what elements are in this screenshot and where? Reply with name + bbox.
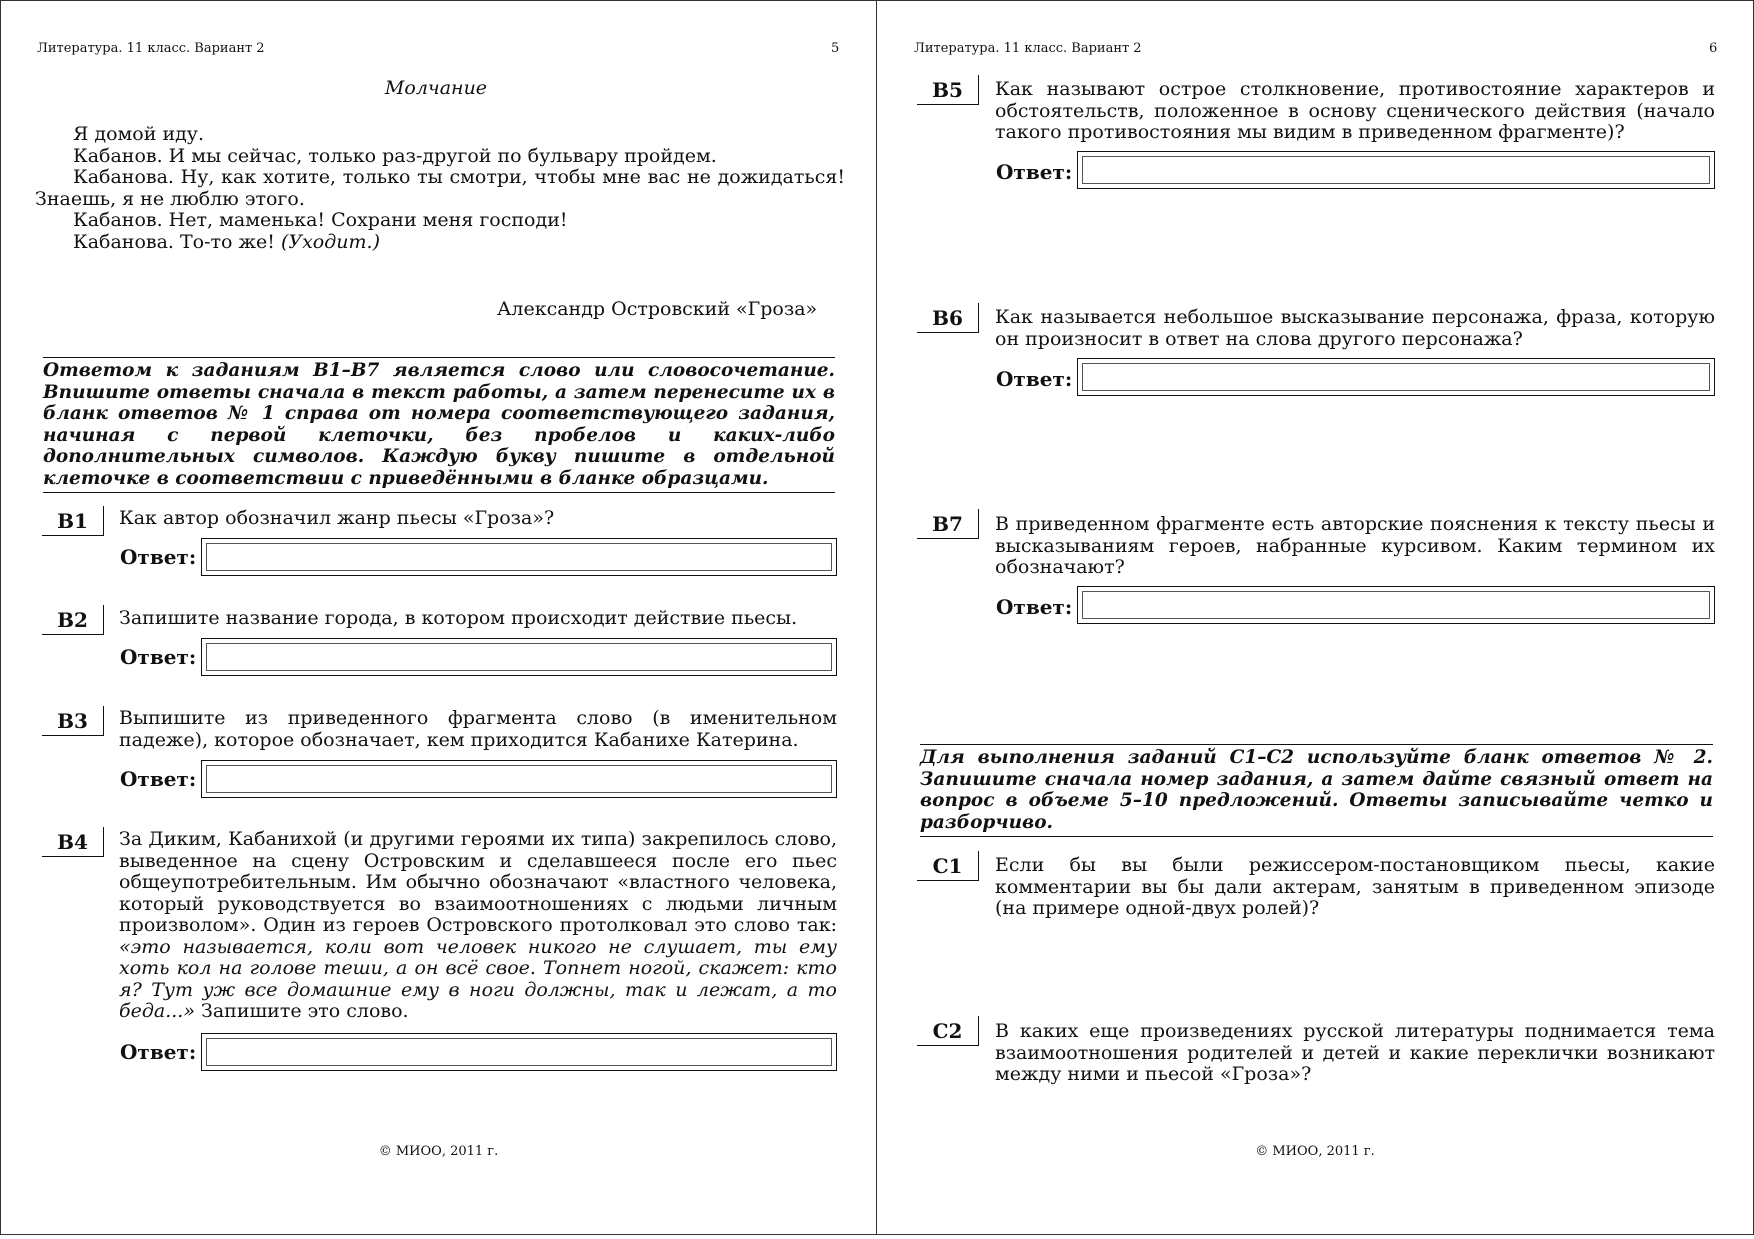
dialogue-block <box>35 124 845 253</box>
question-label: B7 <box>917 509 979 539</box>
answer-label: Ответ: <box>996 367 1073 391</box>
question-text: Как автор обозначил жанр пьесы «Гроза»? <box>119 507 555 529</box>
question-text: Как называется небольшое высказывание персонажа, фраза, которую он произносит в ответ на слова другого персонажа? <box>995 306 1715 350</box>
answer-label: Ответ: <box>996 160 1073 184</box>
page-header: Литература. 11 класс. Вариант 2 <box>37 41 265 56</box>
answer-field-b5[interactable] <box>1077 151 1715 189</box>
question-text: Если бы вы были режиссером-постановщиком пьесы, какие комментарии вы бы дали актерам, занятым в приведенном эпизоде (на примере одной-двух ролей)? <box>995 854 1715 919</box>
question-text: Выпишите из приведенного фрагмента слово (в именительном падеже), которое обозначает, кем приходится Кабанихе Катерина. <box>119 707 837 751</box>
question-label: B3 <box>42 706 104 736</box>
question-body: За Диким, Кабанихой (и другими героями их типа) закрепилось слово, выведенное на сцену Островским и сделавшееся после его пьес общеупотребительным. Им обычно обозначают «властного человека, который руководствуется во взаимоотношениях с людьми личным произволом». Один из героев Островского протолковал это слово так: <box>119 828 837 936</box>
dialogue-line: Кабанов. Нет, маменька! Сохрани меня господи! <box>73 209 568 231</box>
dialogue-line: Я домой иду. <box>73 123 205 145</box>
answer-label: Ответ: <box>120 645 197 669</box>
page-header: Литература. 11 класс. Вариант 2 <box>914 41 1142 56</box>
question-text: В приведенном фрагменте есть авторские пояснения к тексту пьесы и высказываниям героев, набранные курсивом. Каким термином их обозначают? <box>995 513 1715 578</box>
question-quote: «это называется, коли вот человек никого не слушает, ты ему хоть кол на голове теши, а он всё свое. Топнет ногой, скажет: кто я? Тут уж все домашние ему в ноги должны, так и лежат, а то беда...» <box>119 935 837 1022</box>
dialogue-line: Кабанова. Ну, как хотите, только ты смотри, чтобы мне вас не дожидаться! Знаешь, я не люблю этого. <box>35 166 845 210</box>
page-footer: © МИОО, 2011 г. <box>1255 1144 1375 1159</box>
answer-field-b1[interactable] <box>201 538 837 576</box>
answer-field-b2[interactable] <box>201 638 837 676</box>
instructions-block: Ответом к заданиям B1–B7 является слово или словосочетание. Впишите ответы сначала в текст работы, а затем перенесите их в бланк ответов № 1 справа от номера соответствующего задания, начиная с первой клеточки, без пробелов и каких-либо дополнительных символов. Каждую букву пишите в отдельной клеточке в соответствии с приведёнными в бланке образцами. <box>43 357 835 493</box>
question-text: Запишите название города, в котором происходит действие пьесы. <box>119 607 798 629</box>
question-label: B4 <box>42 827 104 857</box>
answer-field-b7[interactable] <box>1077 586 1715 624</box>
chapter-title: Молчание <box>384 77 488 99</box>
page-footer: © МИОО, 2011 г. <box>378 1144 499 1159</box>
dialogue-line <box>35 232 845 254</box>
answer-label: Ответ: <box>996 595 1073 619</box>
question-label: С2 <box>917 1016 979 1046</box>
dialogue-line: Кабанов. И мы сейчас, только раз-другой по бульвару пройдем. <box>73 144 717 167</box>
question-label: B1 <box>42 506 104 536</box>
dialogue-text: Кабанова. То-то же! <box>73 230 275 253</box>
right-page <box>876 0 1754 1235</box>
answer-label: Ответ: <box>120 767 197 791</box>
question-text <box>119 829 837 1023</box>
page-number: 6 <box>1709 41 1718 56</box>
answer-label: Ответ: <box>120 545 197 569</box>
answer-field-b6[interactable] <box>1077 358 1715 396</box>
question-text: В каких еще произведениях русской литературы поднимается тема взаимоотношения родителей и детей и какие переклички возникают между ними и пьесой «Гроза»? <box>995 1020 1715 1085</box>
stage-direction: (Уходит.) <box>280 230 380 253</box>
instructions-block: Для выполнения заданий С1–С2 используйте бланк ответов № 2. Запишите сначала номер задания, а затем дайте связный ответ на вопрос в объеме 5–10 предложений. Ответы записывайте четко и разборчиво. <box>920 744 1713 837</box>
attribution: Александр Островский «Гроза» <box>497 298 818 320</box>
question-tail: Запишите это слово. <box>201 1000 409 1022</box>
question-label: С1 <box>917 851 979 881</box>
question-label: B5 <box>917 75 979 105</box>
question-text: Как называют острое столкновение, противостояние характеров и обстоятельств, положенное в основу сценического действия (начало такого противостояния мы видим в приведенном фрагменте)? <box>995 78 1715 143</box>
question-label: B2 <box>42 605 104 635</box>
page-number: 5 <box>831 41 840 56</box>
answer-label: Ответ: <box>120 1040 197 1064</box>
answer-field-b4[interactable] <box>201 1033 837 1071</box>
question-label: B6 <box>917 303 979 333</box>
left-page <box>0 0 877 1235</box>
answer-field-b3[interactable] <box>201 760 837 798</box>
